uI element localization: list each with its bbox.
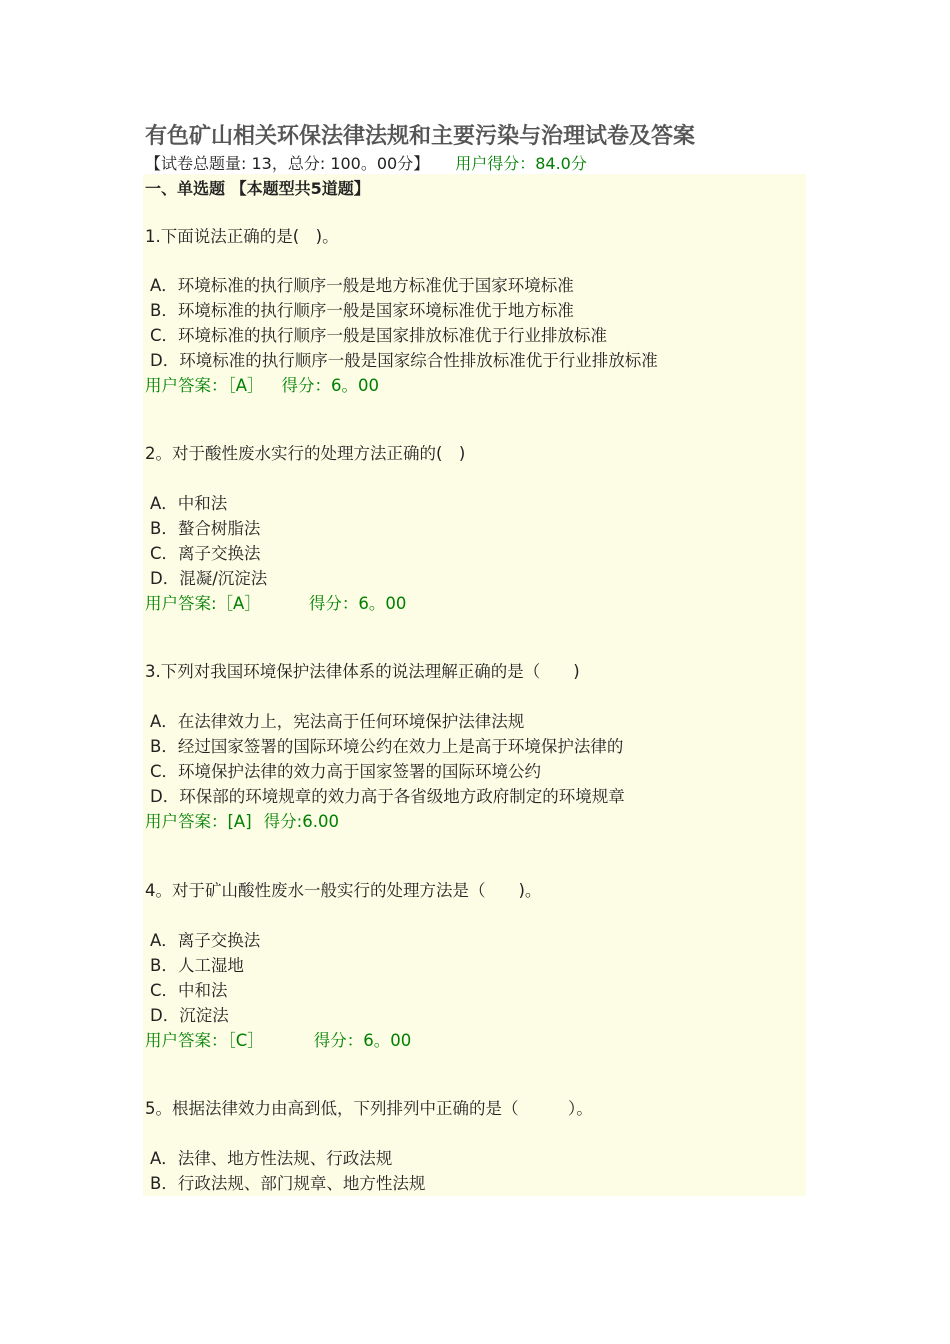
question-4-option-d: D．沉淀法 [150,1006,229,1025]
question-2-option-d: D．混凝/沉淀法 [150,569,268,588]
question-2-answer-line [145,594,406,614]
question-1-option-c: C．环境标准的执行顺序一般是国家排放标准优于行业排放标准 [150,326,608,345]
question-5-option-b: B．行政法规、部门规章、地方性法规 [150,1174,426,1193]
question-3-stem: 3.下列对我国环境保护法律体系的说法理解正确的是（ ) [145,662,580,681]
question-4-option-b: B．人工湿地 [150,956,244,975]
question-1-answer-line [145,376,379,396]
question-1-user-answer: 用户答案：［A］ [145,376,264,395]
exam-meta: 【试卷总题量: 13，总分: 100。00分】 [145,154,430,173]
question-3-score: 得分:6.00 [263,812,339,831]
question-3-user-answer: 用户答案：[A] [145,812,252,831]
question-2-option-a: A．中和法 [150,494,228,513]
user-score: 用户得分：84.0分 [455,154,587,173]
question-3-option-c: C．环境保护法律的效力高于国家签署的国际环境公约 [150,762,542,781]
question-4-stem: 4。对于矿山酸性废水一般实行的处理方法是（ )。 [145,881,542,900]
question-5-stem: 5。根据法律效力由高到低，下列排列中正确的是（ ）。 [145,1099,593,1118]
question-4-answer-line [145,1031,411,1051]
question-3-answer-line [145,812,339,832]
question-3-option-a: A．在法律效力上，宪法高于任何环境保护法律法规 [150,712,525,731]
document-title: 有色矿山相关环保法律法规和主要污染与治理试卷及答案 [145,124,696,149]
exam-summary [145,151,587,174]
question-2-stem: 2。对于酸性废水实行的处理方法正确的( ) [145,444,466,463]
question-1-option-b: B．环境标准的执行顺序一般是国家环境标准优于地方标准 [150,301,574,320]
question-1-stem: 1.下面说法正确的是( )。 [145,227,339,246]
question-4-option-a: A．离子交换法 [150,931,261,950]
question-2-user-answer: 用户答案:［A］ [145,594,261,613]
question-1-score: 得分：6。00 [281,376,380,395]
question-1-option-a: A．环境标准的执行顺序一般是地方标准优于国家环境标准 [150,276,574,295]
question-4-option-c: C．中和法 [150,981,228,1000]
question-3-option-b: B．经过国家签署的国际环境公约在效力上是高于环境保护法律的 [150,737,624,756]
question-4-user-answer: 用户答案：［C］ [145,1031,264,1050]
section-heading: 一、单选题 【本题型共5道题】 [145,179,370,198]
question-1-option-d: D．环境标准的执行顺序一般是国家综合性排放标准优于行业排放标准 [150,351,658,370]
question-5-option-a: A．法律、地方性法规、行政法规 [150,1149,393,1168]
question-2-option-c: C．离子交换法 [150,544,261,563]
question-3-option-d: D．环保部的环境规章的效力高于各省级地方政府制定的环境规章 [150,787,625,806]
question-4-score: 得分：6。00 [313,1031,412,1050]
question-2-option-b: B．螯合树脂法 [150,519,261,538]
question-2-score: 得分：6。00 [308,594,407,613]
